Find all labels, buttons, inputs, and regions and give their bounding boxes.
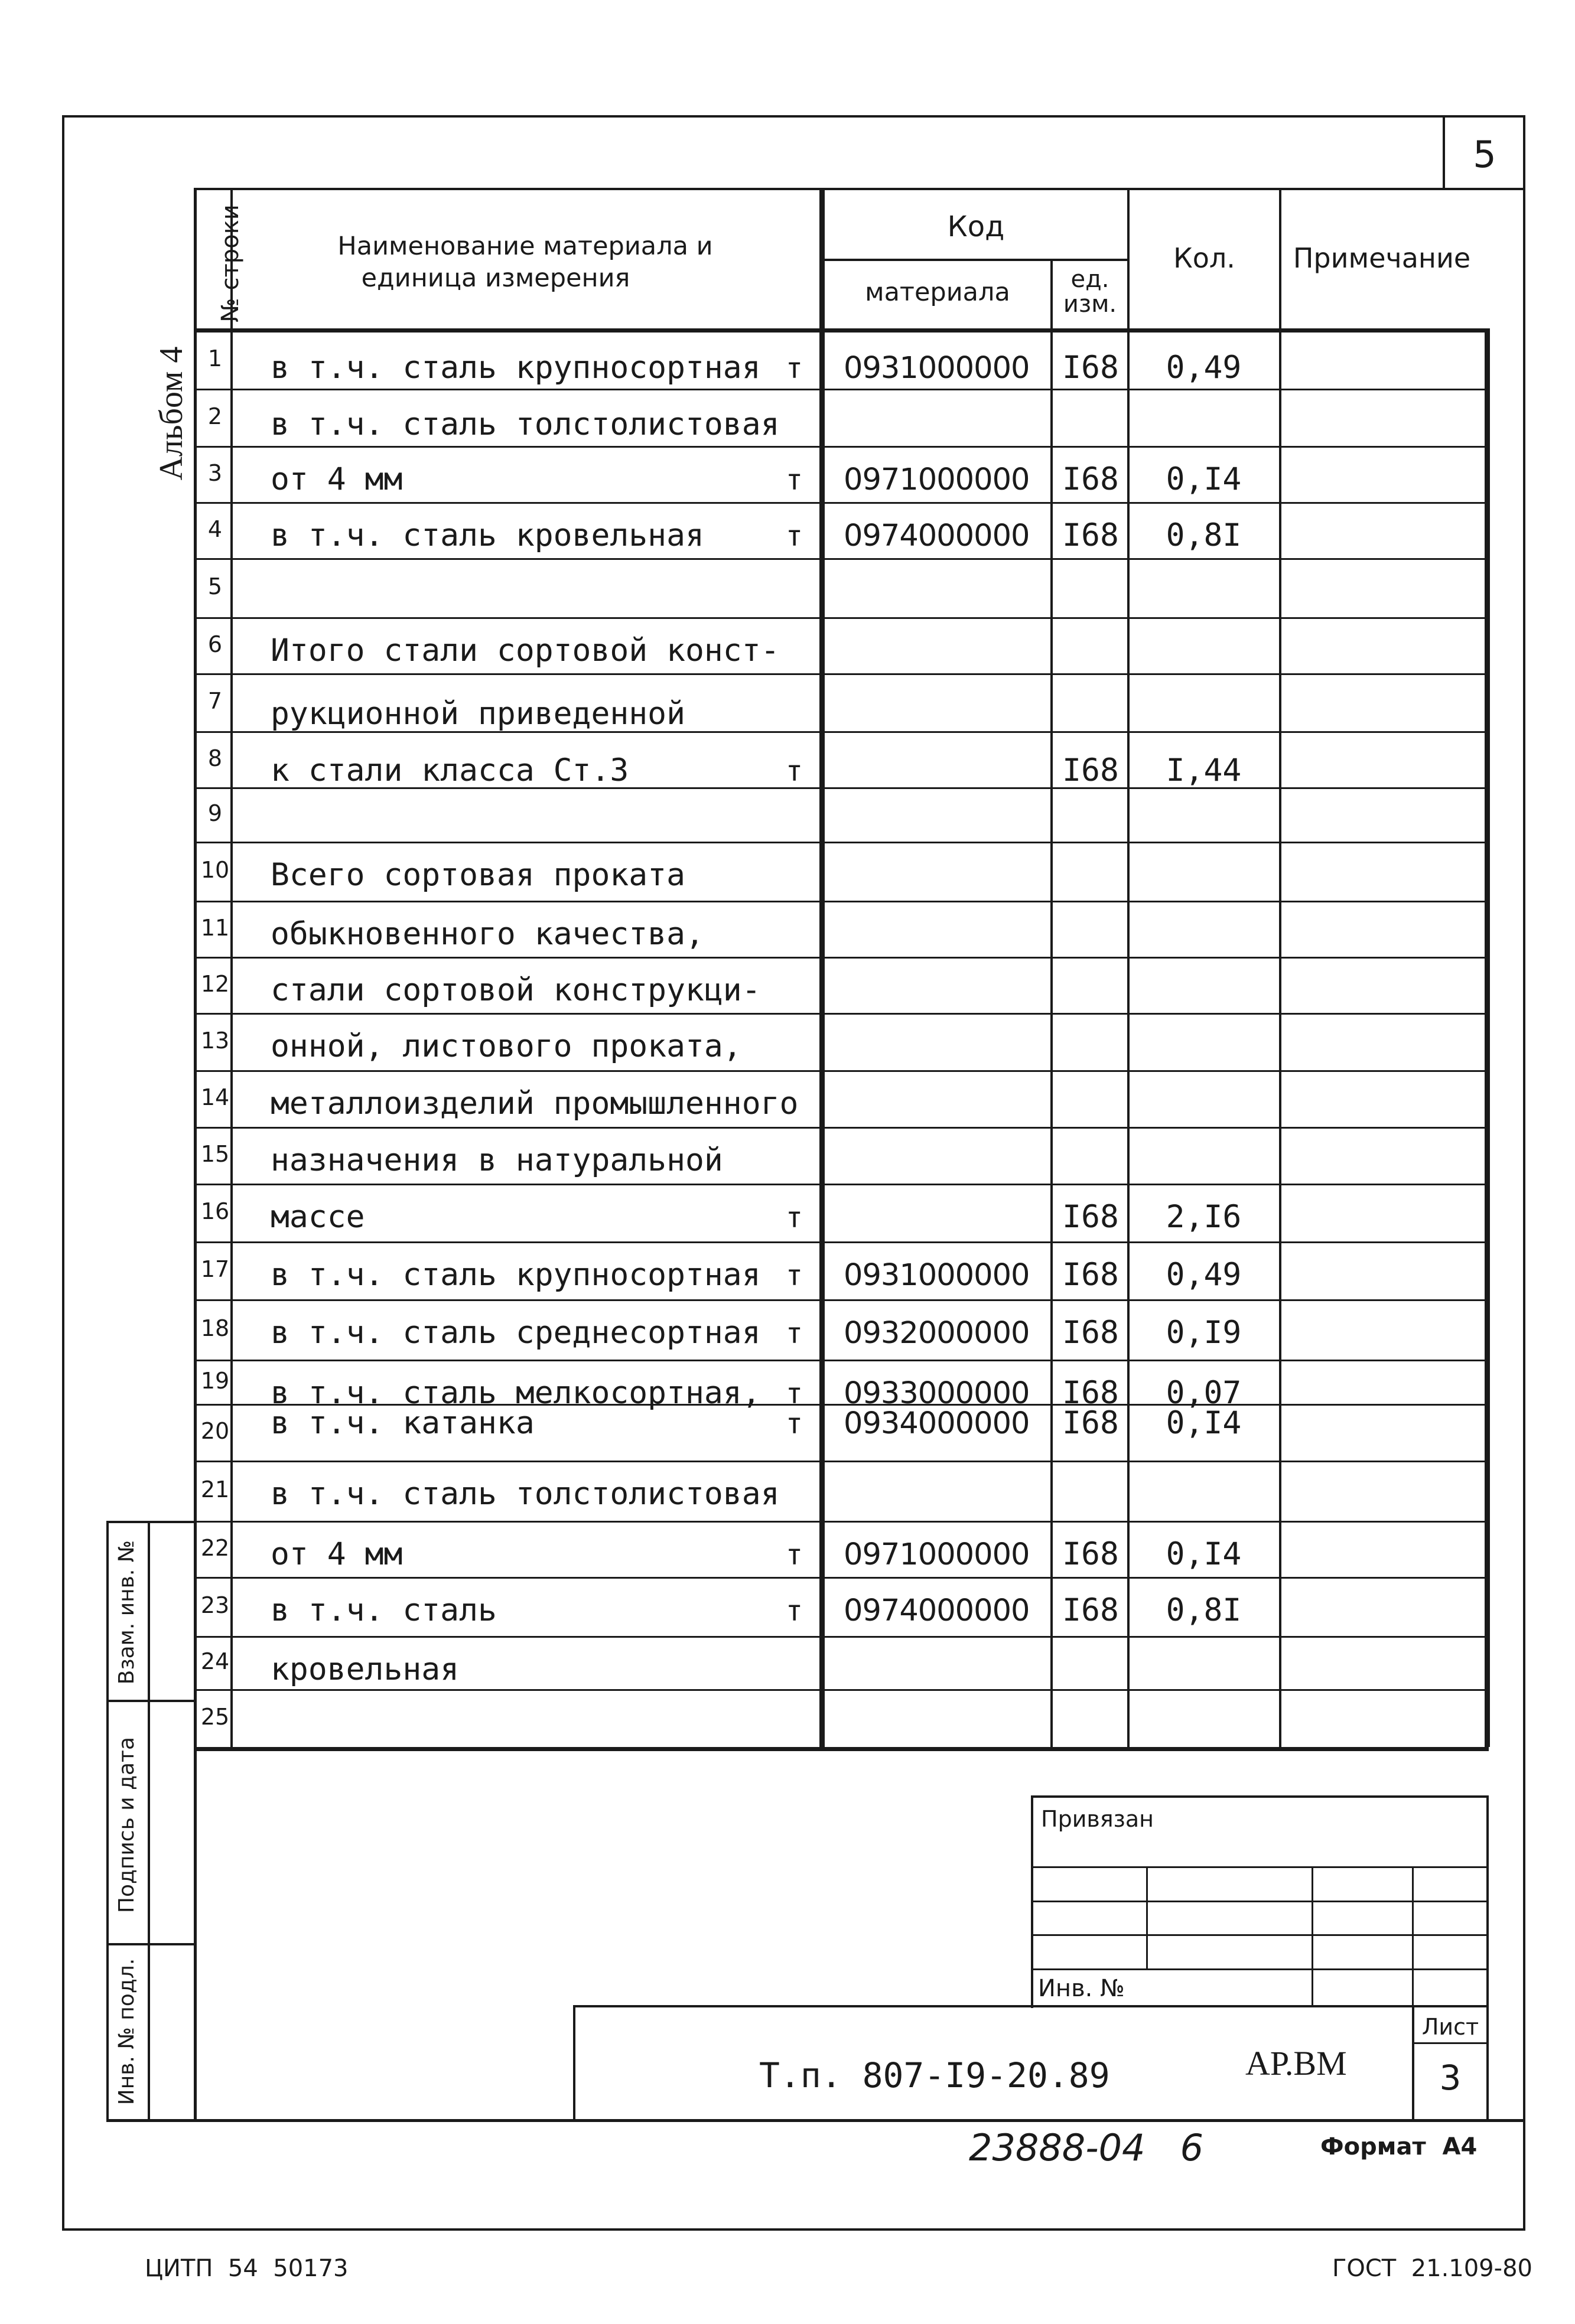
row-number: 20 [200, 1418, 230, 1444]
row-name: к стали класса Ст.3 [271, 752, 629, 788]
row-line [195, 1747, 1489, 1751]
header-qty: Кол. [1173, 242, 1235, 274]
row-ed: I68 [1062, 517, 1119, 553]
row-name: в т.ч. сталь среднесортная [271, 1315, 761, 1351]
row-unit: т [786, 1407, 803, 1440]
row-unit: т [786, 1317, 803, 1350]
row-line [195, 1241, 1489, 1243]
row-number: 1 [207, 345, 223, 371]
row-number: 22 [200, 1534, 230, 1561]
row-ed: I68 [1062, 461, 1119, 497]
tb-inv-no: Инв. № [1038, 1975, 1125, 2002]
row-line [195, 617, 1489, 619]
tb-right [1486, 1795, 1489, 2120]
row-line [195, 1360, 1489, 1361]
row-qty: 0,I4 [1166, 1405, 1242, 1441]
row-number: 23 [200, 1592, 230, 1618]
stamp-line-1 [106, 1521, 196, 1523]
row-number: 18 [200, 1315, 230, 1341]
row-unit: т [786, 464, 803, 497]
row-ed: I68 [1062, 1592, 1119, 1628]
col-rownum-line [230, 188, 233, 1747]
header-bottom-line [195, 328, 1489, 333]
row-unit: т [786, 352, 803, 385]
row-line [195, 389, 1489, 390]
row-ed: I68 [1062, 1405, 1119, 1441]
row-line [195, 901, 1489, 902]
row-line [195, 1070, 1489, 1072]
row-number: 17 [200, 1256, 230, 1282]
row-qty: 2,I6 [1166, 1199, 1242, 1235]
tb-designation: Т.п. 807-I9-20.89 [759, 2055, 1110, 2095]
row-name: Итого стали сортовой конст- [271, 633, 780, 669]
col-ed-line [1127, 188, 1130, 1747]
row-name: обыкновенного качества, [271, 916, 704, 952]
row-qty: 0,I4 [1166, 461, 1242, 497]
row-name: в т.ч. сталь крупносортная [271, 1257, 761, 1293]
row-qty: 0,I9 [1166, 1315, 1242, 1351]
row-line [195, 558, 1489, 560]
row-number: 14 [200, 1084, 230, 1110]
header-name-line1: Наименование материала и [337, 232, 713, 261]
row-code: 0931000000 [844, 1258, 1030, 1293]
row-number: 4 [207, 516, 223, 542]
col-qty-line [1279, 188, 1281, 1747]
row-line [195, 1461, 1489, 1462]
row-number: 10 [200, 857, 230, 883]
tb-grid-h3 [1031, 1934, 1489, 1936]
row-ed: I68 [1062, 752, 1119, 788]
row-code: 0931000000 [844, 351, 1030, 386]
inner-frame-left [194, 188, 197, 2121]
tb-sheet-label: Лист [1421, 2014, 1479, 2040]
row-name: в т.ч. катанка [271, 1405, 535, 1441]
header-code-unit-2: изм. [1063, 291, 1117, 318]
row-qty: 0,8I [1166, 1592, 1242, 1628]
row-number: 25 [200, 1704, 230, 1730]
row-number: 8 [207, 745, 223, 771]
row-number: 3 [207, 459, 223, 486]
outer-frame-top [62, 115, 1525, 118]
row-number: 6 [207, 631, 223, 657]
row-line [195, 1577, 1489, 1579]
row-line [195, 502, 1489, 504]
page-number: 5 [1473, 133, 1496, 176]
row-number: 7 [207, 688, 223, 714]
row-line [195, 957, 1489, 959]
row-number: 24 [200, 1648, 230, 1674]
outer-frame-left [62, 115, 64, 2230]
stamp-inv-podl-label: Инв. № подл. [115, 1958, 139, 2105]
row-code: 0933000000 [844, 1376, 1030, 1411]
row-name: в т.ч. сталь крупносортная [271, 350, 761, 386]
header-code-material: материала [865, 278, 1010, 307]
header-code: Код [947, 210, 1005, 243]
row-number: 19 [200, 1367, 230, 1394]
row-ed: I68 [1062, 1375, 1119, 1411]
tb-privyazan-top [1031, 1795, 1489, 1798]
outer-frame-bottom [62, 2228, 1525, 2231]
row-name: онной, листового проката, [271, 1028, 742, 1064]
row-qty: 0,49 [1166, 1257, 1242, 1293]
tb-sheet-mid [1412, 2042, 1489, 2044]
inner-frame-bottom [106, 2119, 1525, 2122]
row-name: в т.ч. сталь [271, 1592, 497, 1628]
header-code-unit-1: ед. [1070, 266, 1109, 293]
row-name: металлоизделий промышленного [271, 1086, 799, 1122]
row-name: в т.ч. сталь толстолистовая [271, 1476, 780, 1512]
footer-right: ГОСТ 21.109-80 [1332, 2255, 1532, 2282]
row-qty: 0,07 [1166, 1375, 1242, 1411]
row-code: 0974000000 [844, 519, 1030, 553]
header-row-no: № строки [217, 204, 244, 322]
tb-privyazan: Привязан [1041, 1806, 1154, 1832]
row-unit: т [786, 1595, 803, 1628]
row-unit: т [786, 1259, 803, 1292]
row-name: массе [271, 1199, 365, 1235]
row-code: 0932000000 [844, 1316, 1030, 1351]
row-number: 9 [207, 800, 223, 826]
row-number: 16 [200, 1198, 230, 1224]
tb-grid-v3 [1412, 1866, 1414, 2005]
tb-grid-h4 [1031, 1968, 1489, 1970]
row-name: в т.ч. сталь кровельная [271, 517, 704, 553]
row-ed: I68 [1062, 1315, 1119, 1351]
album-label: Альбом 4 [153, 346, 190, 481]
col-name-line [819, 188, 825, 1747]
tb-grid-v2 [1312, 1866, 1313, 2005]
row-ed: I68 [1062, 1536, 1119, 1572]
row-number: 11 [200, 914, 230, 941]
row-number: 15 [200, 1141, 230, 1167]
row-number: 2 [207, 403, 223, 429]
row-line [195, 1689, 1489, 1691]
row-number: 21 [200, 1476, 230, 1502]
row-qty: 0,49 [1166, 350, 1242, 386]
row-qty: 0,8I [1166, 517, 1242, 553]
row-line [195, 446, 1489, 448]
row-ed: I68 [1062, 1257, 1119, 1293]
row-number: 12 [200, 970, 230, 997]
tb-main-left [573, 2005, 575, 2121]
row-code: 0974000000 [844, 1593, 1030, 1628]
row-ed: I68 [1062, 350, 1119, 386]
row-unit: т [786, 755, 803, 788]
row-name: рукционной приведенной [271, 696, 685, 732]
row-unit: т [786, 520, 803, 553]
row-name: кровельная [271, 1651, 460, 1687]
tb-main-top [573, 2005, 1489, 2007]
row-code: 0971000000 [844, 1537, 1030, 1572]
row-name: в т.ч. сталь мелкосортная, [271, 1375, 761, 1411]
tb-grid-h2 [1031, 1901, 1489, 1902]
col-table-right [1485, 328, 1490, 1747]
row-code: 0971000000 [844, 462, 1030, 497]
tb-sheet-number: 3 [1439, 2058, 1462, 2098]
stamp-podpis-label: Подпись и дата [115, 1736, 139, 1914]
row-qty: 0,I4 [1166, 1536, 1242, 1572]
row-name: от 4 мм [271, 1536, 403, 1572]
row-line [195, 1521, 1489, 1523]
handwritten-number: 23888-04 6 [969, 2126, 1204, 2169]
row-unit: т [786, 1377, 803, 1410]
stamp-col-mid [148, 1521, 150, 2122]
row-name: назначения в натуральной [271, 1142, 723, 1178]
row-unit: т [786, 1201, 803, 1234]
row-line [195, 1013, 1489, 1015]
inner-frame-top [195, 188, 1525, 190]
tb-grid-v1 [1146, 1866, 1148, 1970]
format-label: Формат А4 [1320, 2133, 1478, 2160]
tb-code: АР.ВМ [1245, 2044, 1347, 2082]
row-qty: I,44 [1166, 752, 1242, 788]
outer-frame-right [1523, 115, 1525, 2231]
row-name: от 4 мм [271, 461, 403, 497]
header-name-line2: единица измерения [361, 263, 630, 293]
code-header-split [822, 259, 1128, 261]
row-line [195, 1184, 1489, 1185]
row-line [195, 1636, 1489, 1638]
row-line [195, 673, 1489, 675]
stamp-vzam-label: Взам. инв. № [115, 1540, 139, 1685]
header-note: Примечание [1293, 242, 1471, 274]
tb-grid-h1 [1031, 1866, 1489, 1868]
row-name: стали сортовой конструкци- [271, 972, 761, 1008]
row-name: в т.ч. сталь толстолистовая [271, 406, 780, 442]
footer-left: ЦИТП 54 50173 [145, 2255, 349, 2282]
row-unit: т [786, 1539, 803, 1572]
row-ed: I68 [1062, 1199, 1119, 1235]
row-line [195, 842, 1489, 843]
row-number: 5 [207, 573, 223, 599]
stamp-col-left [106, 1521, 109, 2122]
row-line [195, 1127, 1489, 1129]
row-number: 13 [200, 1027, 230, 1054]
row-code: 0934000000 [844, 1406, 1030, 1441]
row-name: Всего сортовая проката [271, 857, 685, 893]
row-line [195, 1299, 1489, 1301]
